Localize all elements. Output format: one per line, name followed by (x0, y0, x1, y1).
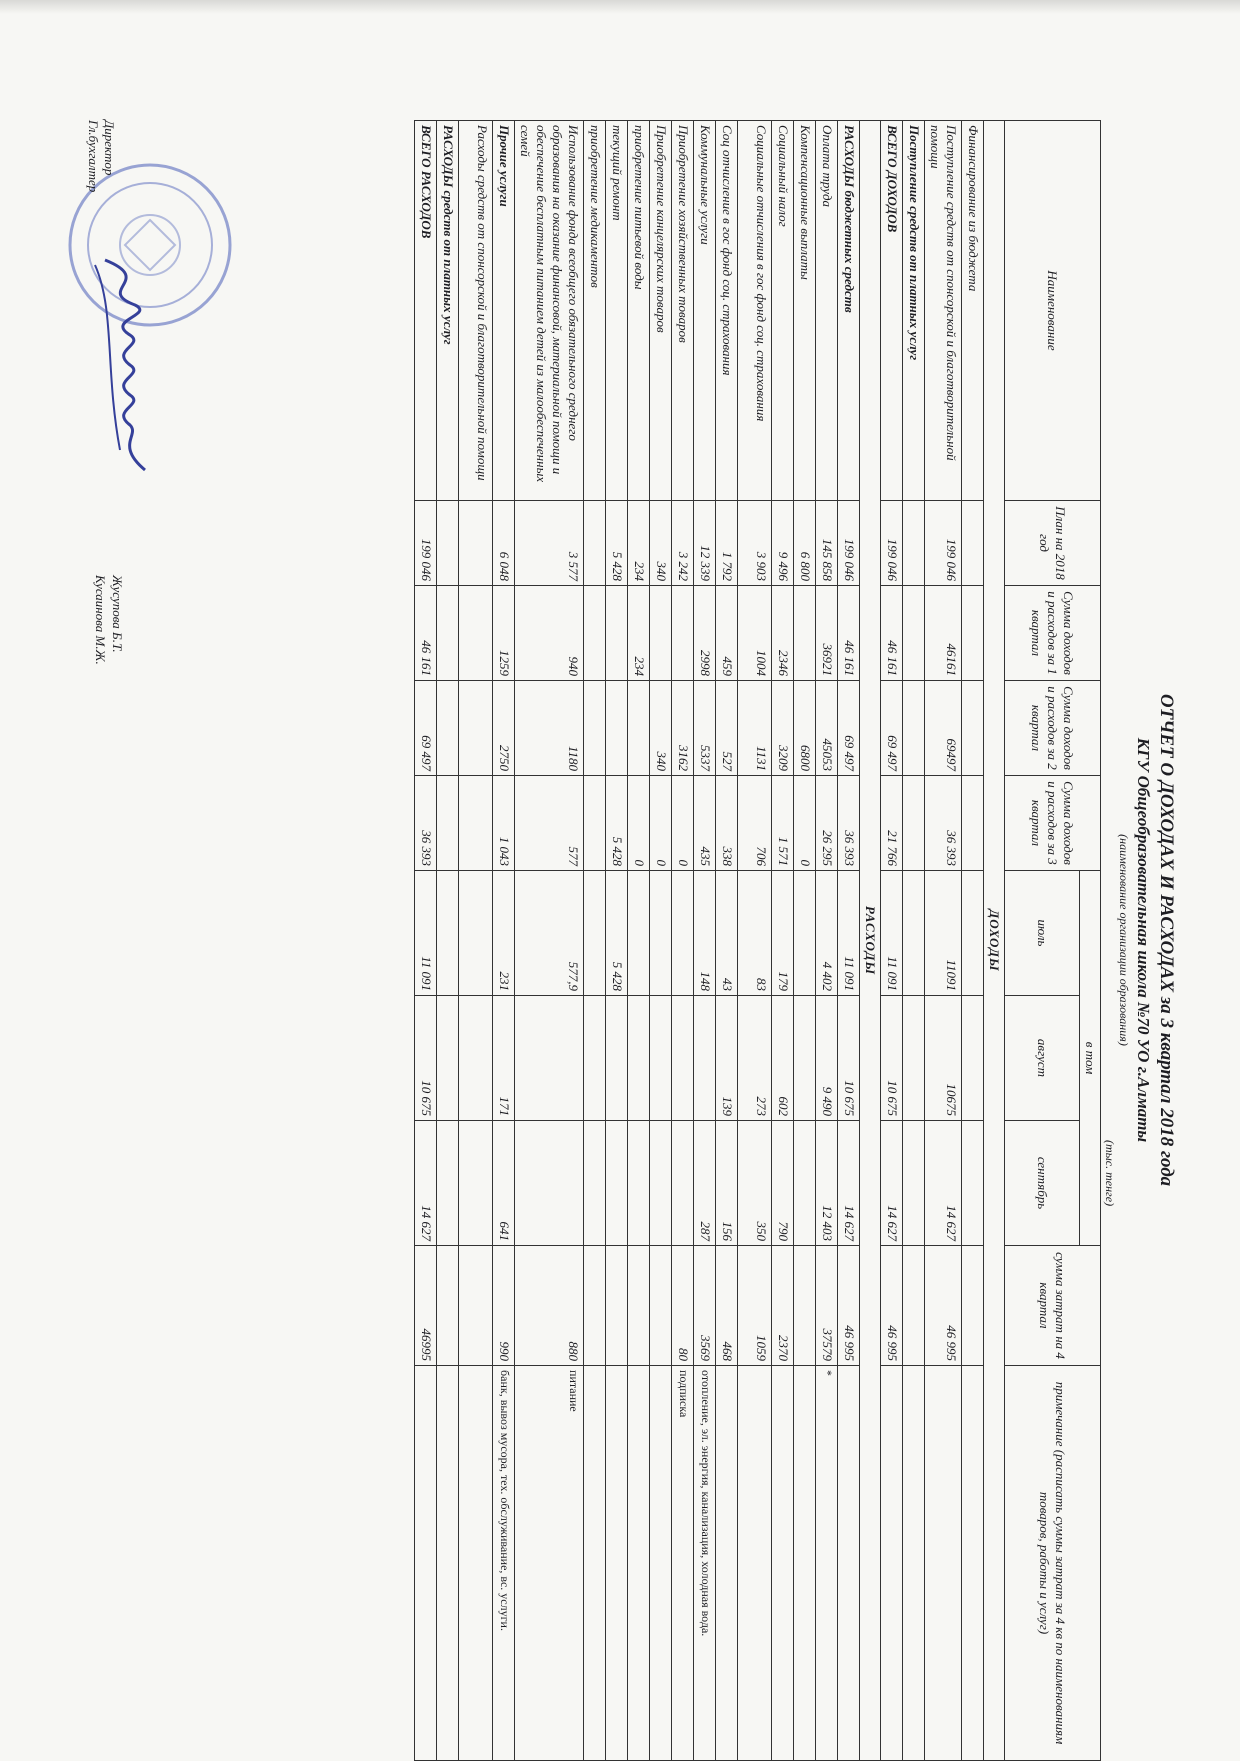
cell-note (650, 1366, 672, 1761)
row-name: Компенсационные выплаты (794, 121, 816, 501)
cell-q2: 5337 (694, 681, 716, 776)
table-row (606, 121, 628, 1761)
cell-q3: 0 (628, 776, 650, 871)
cell-m3: 14 627 (838, 1121, 860, 1246)
table-row (584, 121, 606, 1761)
cell-note (903, 1366, 925, 1761)
cell-m3 (650, 1121, 672, 1246)
table-row (816, 121, 838, 1761)
cell-q4: 80 (672, 1246, 694, 1366)
cell-q3: 1 571 (772, 776, 794, 871)
cell-q3: 435 (694, 776, 716, 871)
cell-m1 (437, 871, 459, 996)
cell-plan: 199 046 (925, 501, 962, 586)
cell-m2: 10675 (925, 996, 962, 1121)
cell-note (962, 1366, 984, 1761)
table-row (437, 121, 459, 1761)
cell-m1: 231 (493, 871, 515, 996)
cell-q1 (606, 586, 628, 681)
cell-m2 (628, 996, 650, 1121)
cell-m2 (962, 996, 984, 1121)
cell-q2: 527 (716, 681, 738, 776)
cell-plan: 234 (628, 501, 650, 586)
table-row (838, 121, 860, 1761)
row-name: Расходы средств от спонсорской и благотворительной помощи (459, 121, 493, 501)
report-table (414, 120, 1101, 1761)
cell-q2: 69 497 (415, 681, 437, 776)
row-name: РАСХОДЫ средств от платных услуг (437, 121, 459, 501)
cell-q4: 880 (515, 1246, 584, 1366)
cell-q3: 21 766 (881, 776, 903, 871)
cell-q1: 234 (628, 586, 650, 681)
cell-m2 (584, 996, 606, 1121)
cell-plan: 199 046 (881, 501, 903, 586)
header-plan: План на 2018 год (1005, 501, 1101, 586)
table-row (903, 121, 925, 1761)
cell-q4 (459, 1246, 493, 1366)
school-caption: (наименование организации образования) (1117, 834, 1131, 1046)
cell-note: подписка (672, 1366, 694, 1761)
cell-q2 (437, 681, 459, 776)
cell-q1: 46 161 (838, 586, 860, 681)
cell-plan (903, 501, 925, 586)
table-row (515, 121, 584, 1761)
row-name: Использование фонда всеобщего обязательного среднего образования на оказание финансовой, материальной помощи и обеспечение бесплатным питанием детей из малообеспеченных семей (515, 121, 584, 501)
units-label: (тыс. тенге) (1103, 1140, 1117, 1207)
cell-q2: 3209 (772, 681, 794, 776)
cell-q4: 46 995 (881, 1246, 903, 1366)
cell-m1 (672, 871, 694, 996)
cell-q4: 46 995 (838, 1246, 860, 1366)
table-row (881, 121, 903, 1761)
cell-m2 (694, 996, 716, 1121)
cell-plan: 5 428 (606, 501, 628, 586)
cell-m3 (606, 1121, 628, 1246)
cell-m3: 790 (772, 1121, 794, 1246)
cell-plan (437, 501, 459, 586)
cell-q1 (903, 586, 925, 681)
cell-note (415, 1366, 437, 1761)
accountant-label: Гл.бухгалтер (86, 120, 101, 193)
cell-q1 (650, 586, 672, 681)
cell-m1: 179 (772, 871, 794, 996)
cell-q2 (606, 681, 628, 776)
report-title: ОТЧЕТ О ДОХОДАХ И РАСХОДАХ за 3 квартал 2018 года (1156, 693, 1177, 1187)
cell-note (738, 1366, 772, 1761)
cell-q1 (794, 586, 816, 681)
header-note: примечание (расписать суммы затрат за 4 кв по наименованиям товаров, работы и услуг) (1005, 1366, 1101, 1761)
table-row (694, 121, 716, 1761)
cell-q2 (903, 681, 925, 776)
cell-q4 (962, 1246, 984, 1366)
table-row (493, 121, 515, 1761)
cell-plan: 6 800 (794, 501, 816, 586)
cell-m2: 602 (772, 996, 794, 1121)
row-name: Соц отчисление в гос фонд соц. страхования (716, 121, 738, 501)
cell-q4 (903, 1246, 925, 1366)
cell-q1 (672, 586, 694, 681)
cell-q2: 45053 (816, 681, 838, 776)
cell-m3: 156 (716, 1121, 738, 1246)
cell-note (716, 1366, 738, 1761)
cell-q4 (584, 1246, 606, 1366)
cell-plan: 199 046 (838, 501, 860, 586)
cell-m1: 11 091 (881, 871, 903, 996)
cell-q4 (628, 1246, 650, 1366)
cell-q2 (459, 681, 493, 776)
cell-m3: 14 627 (415, 1121, 437, 1246)
cell-q4 (606, 1246, 628, 1366)
cell-q1: 46161 (925, 586, 962, 681)
cell-m1: 577,9 (515, 871, 584, 996)
table-row (415, 121, 437, 1761)
cell-q2: 2750 (493, 681, 515, 776)
cell-note: отопление, эл. энергия, канализация, холодная вода. (694, 1366, 716, 1761)
cell-q3: 0 (650, 776, 672, 871)
cell-q3: 338 (716, 776, 738, 871)
row-name: Финансирование из бюджета (962, 121, 984, 501)
cell-note (925, 1366, 962, 1761)
cell-q1: 1004 (738, 586, 772, 681)
cell-m3 (672, 1121, 694, 1246)
header-q4: сумма затрат на 4 квартал (1005, 1246, 1101, 1366)
row-name: Поступление средств от платных услуг (903, 121, 925, 501)
cell-m3 (584, 1121, 606, 1246)
cell-q1: 2998 (694, 586, 716, 681)
school-name: КГУ Общеобразовательная школа №70 УО г.Алматы (1134, 737, 1153, 1143)
header-m2: август (1005, 996, 1080, 1121)
cell-q2: 69 497 (881, 681, 903, 776)
cell-plan: 6 048 (493, 501, 515, 586)
cell-m2 (672, 996, 694, 1121)
row-name: Приобретение канцелярских товаров (650, 121, 672, 501)
cell-note (437, 1366, 459, 1761)
cell-q1 (584, 586, 606, 681)
cell-q3 (437, 776, 459, 871)
cell-m2 (903, 996, 925, 1121)
cell-plan: 145 858 (816, 501, 838, 586)
cell-q2: 3162 (672, 681, 694, 776)
cell-q3 (962, 776, 984, 871)
cell-q4 (437, 1246, 459, 1366)
cell-m2: 9 490 (816, 996, 838, 1121)
cell-q4 (794, 1246, 816, 1366)
cell-note (838, 1366, 860, 1761)
cell-q3: 0 (672, 776, 694, 871)
row-name: текущий ремонт (606, 121, 628, 501)
row-name: Оплата труда (816, 121, 838, 501)
header-name: Наименование (1005, 121, 1101, 501)
cell-plan: 3 242 (672, 501, 694, 586)
cell-q1: 46 161 (415, 586, 437, 681)
table-row (672, 121, 694, 1761)
header-in-that: в том (1080, 871, 1101, 1246)
cell-m3: 14 627 (925, 1121, 962, 1246)
cell-q1: 940 (515, 586, 584, 681)
cell-m3 (515, 1121, 584, 1246)
cell-m1 (628, 871, 650, 996)
cell-plan: 3 577 (515, 501, 584, 586)
header-row (1080, 121, 1101, 1761)
cell-m1 (650, 871, 672, 996)
cell-plan: 340 (650, 501, 672, 586)
cell-q2: 1180 (515, 681, 584, 776)
cell-m3: 14 627 (881, 1121, 903, 1246)
cell-q3: 1 043 (493, 776, 515, 871)
cell-q3 (903, 776, 925, 871)
cell-m1 (903, 871, 925, 996)
cell-q4: 46995 (415, 1246, 437, 1366)
row-name: Социальные отчисления в гос фонд соц. страхования (738, 121, 772, 501)
cell-q4: 990 (493, 1246, 515, 1366)
cell-note (794, 1366, 816, 1761)
cell-q4: 468 (716, 1246, 738, 1366)
cell-q1 (962, 586, 984, 681)
cell-m2 (437, 996, 459, 1121)
cell-q3: 26 295 (816, 776, 838, 871)
cell-m1: 148 (694, 871, 716, 996)
row-name: Коммунальные услуги (694, 121, 716, 501)
table-row (962, 121, 984, 1761)
section-title: ДОХОДЫ (984, 121, 1005, 1761)
table-row (650, 121, 672, 1761)
cell-m2 (606, 996, 628, 1121)
cell-plan: 199 046 (415, 501, 437, 586)
cell-plan (459, 501, 493, 586)
cell-m1 (794, 871, 816, 996)
cell-note (772, 1366, 794, 1761)
table-row (716, 121, 738, 1761)
cell-q2: 1131 (738, 681, 772, 776)
cell-m1: 11 091 (415, 871, 437, 996)
cell-plan: 1 792 (716, 501, 738, 586)
cell-q1 (437, 586, 459, 681)
row-name: приобретение питьевой воды (628, 121, 650, 501)
table-row (794, 121, 816, 1761)
cell-q3: 577 (515, 776, 584, 871)
cell-plan: 3 903 (738, 501, 772, 586)
cell-m1: 11091 (925, 871, 962, 996)
cell-m3: 350 (738, 1121, 772, 1246)
cell-q3: 36 393 (415, 776, 437, 871)
cell-m2 (515, 996, 584, 1121)
row-name: приобретение медикаментов (584, 121, 606, 501)
cell-m2: 273 (738, 996, 772, 1121)
cell-q3: 706 (738, 776, 772, 871)
cell-q2 (962, 681, 984, 776)
table-row (772, 121, 794, 1761)
cell-q2 (584, 681, 606, 776)
cell-plan (962, 501, 984, 586)
row-name: ВСЕГО ДОХОДОВ (881, 121, 903, 501)
cell-q2: 340 (650, 681, 672, 776)
cell-m3 (903, 1121, 925, 1246)
cell-q1: 459 (716, 586, 738, 681)
cell-note (881, 1366, 903, 1761)
cell-m1 (459, 871, 493, 996)
cell-q3: 36 393 (838, 776, 860, 871)
cell-note: банк, вывоз мусора, тех. обслуживание, вс. услуги. (493, 1366, 515, 1761)
cell-m1 (962, 871, 984, 996)
cell-q4 (650, 1246, 672, 1366)
cell-q2: 69497 (925, 681, 962, 776)
cell-q3 (459, 776, 493, 871)
cell-note: питание (515, 1366, 584, 1761)
cell-q1: 46 161 (881, 586, 903, 681)
header-q1: Сумма доходов и расходов за 1 квартал (1005, 586, 1101, 681)
section-row (860, 121, 881, 1761)
row-name: Приобретение хозяйственных товаров (672, 121, 694, 501)
cell-q4: 37579 (816, 1246, 838, 1366)
cell-m2: 10 675 (881, 996, 903, 1121)
cell-m3: 641 (493, 1121, 515, 1246)
cell-m3 (437, 1121, 459, 1246)
cell-q1 (459, 586, 493, 681)
cell-q2: 6800 (794, 681, 816, 776)
cell-q1: 2346 (772, 586, 794, 681)
cell-m2 (459, 996, 493, 1121)
cell-q3: 0 (794, 776, 816, 871)
section-title: РАСХОДЫ (860, 121, 881, 1761)
director-label: Директор (102, 120, 117, 176)
cell-m1: 4 402 (816, 871, 838, 996)
cell-plan: 9 496 (772, 501, 794, 586)
header-m1: июль (1005, 871, 1080, 996)
cell-m2: 10 675 (838, 996, 860, 1121)
cell-m1 (584, 871, 606, 996)
cell-m1: 5 428 (606, 871, 628, 996)
cell-q4: 3569 (694, 1246, 716, 1366)
table-row (738, 121, 772, 1761)
cell-note (459, 1366, 493, 1761)
cell-m2: 171 (493, 996, 515, 1121)
cell-m2: 139 (716, 996, 738, 1121)
section-row (984, 121, 1005, 1761)
cell-m1: 11 091 (838, 871, 860, 996)
cell-q4: 46 995 (925, 1246, 962, 1366)
cell-q1: 36921 (816, 586, 838, 681)
row-name: РАСХОДЫ бюджетных средств (838, 121, 860, 501)
cell-m3 (962, 1121, 984, 1246)
scan-edge (0, 0, 1240, 14)
table-row (925, 121, 962, 1761)
director-signature (85, 250, 165, 480)
cell-m1: 43 (716, 871, 738, 996)
cell-m1: 83 (738, 871, 772, 996)
cell-m3: 12 403 (816, 1121, 838, 1246)
cell-note (584, 1366, 606, 1761)
row-name: Социальный налог (772, 121, 794, 501)
cell-m3 (794, 1121, 816, 1246)
cell-q3: 5 428 (606, 776, 628, 871)
table-row (459, 121, 493, 1761)
cell-q4: 1059 (738, 1246, 772, 1366)
row-name: Прочие услуги (493, 121, 515, 501)
cell-q3 (584, 776, 606, 871)
row-name: Поступление средств от спонсорской и благотворительной помощи (925, 121, 962, 501)
cell-m3 (459, 1121, 493, 1246)
cell-q3: 36 393 (925, 776, 962, 871)
header-q3: Сумма доходов и расходов за 3 квартал (1005, 776, 1101, 871)
cell-m3 (628, 1121, 650, 1246)
cell-q1: 1259 (493, 586, 515, 681)
report-page (86, 120, 1195, 1760)
cell-q2 (628, 681, 650, 776)
cell-note: * (816, 1366, 838, 1761)
cell-note (628, 1366, 650, 1761)
header-q2: Сумма доходов и расходов за 2 квартал (1005, 681, 1101, 776)
cell-note (606, 1366, 628, 1761)
table-row (628, 121, 650, 1761)
accountant-name: Кусаинова М.Ж. (93, 575, 108, 665)
cell-plan (584, 501, 606, 586)
cell-m2 (794, 996, 816, 1121)
cell-m2 (650, 996, 672, 1121)
cell-m3: 287 (694, 1121, 716, 1246)
director-name: Жусупова Б.Т. (110, 575, 125, 653)
row-name: ВСЕГО РАСХОДОВ (415, 121, 437, 501)
cell-m2: 10 675 (415, 996, 437, 1121)
cell-q2: 69 497 (838, 681, 860, 776)
header-m3: сентябрь (1005, 1121, 1080, 1246)
cell-q4: 2370 (772, 1246, 794, 1366)
cell-plan: 12 339 (694, 501, 716, 586)
